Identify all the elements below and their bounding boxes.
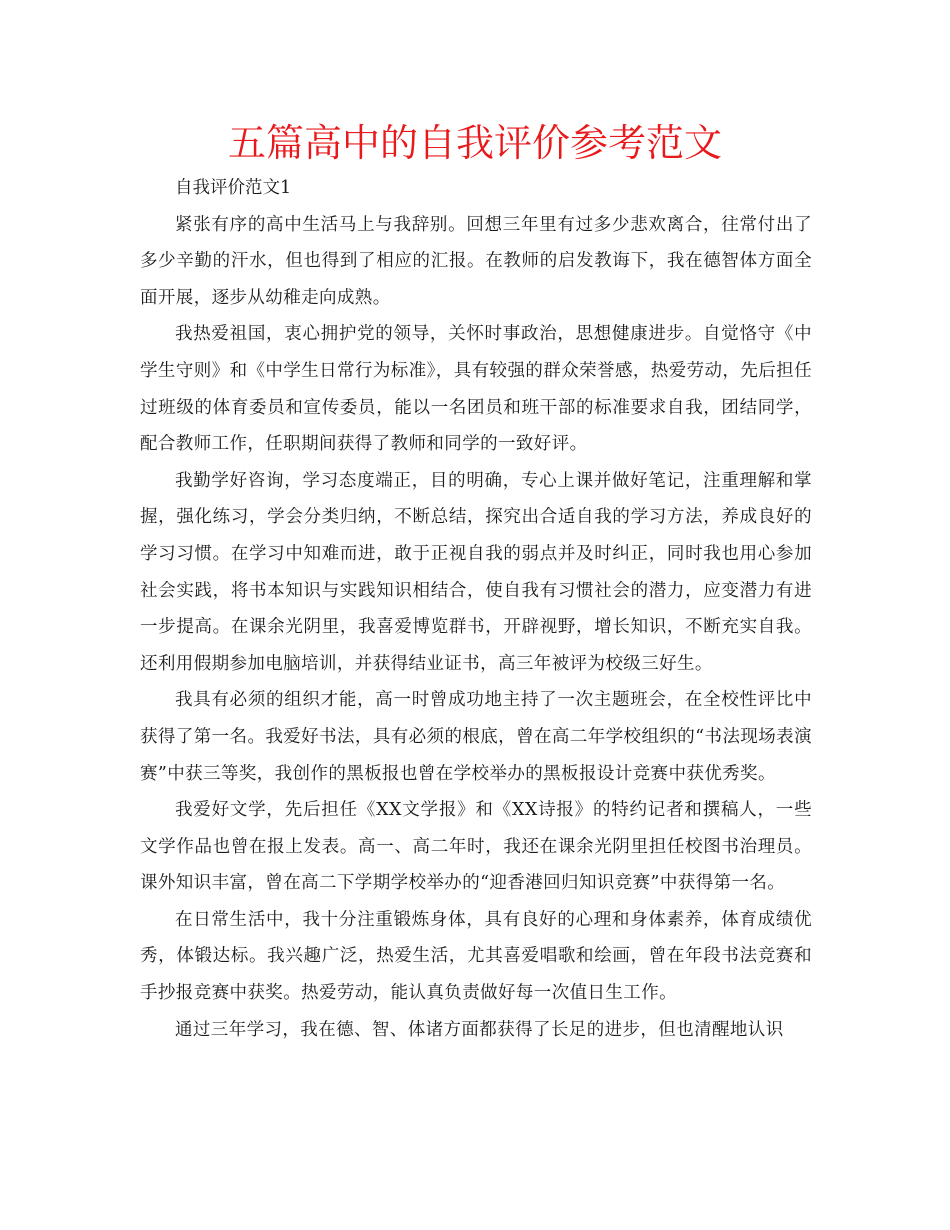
document-title: 五篇高中的自我评价参考范文 — [227, 121, 722, 165]
paragraph: 我热爱祖国，衷心拥护党的领导，关怀时事政治，思想健康进步。自觉恪守《中学生守则》和《中学生日常行为标准》，具有较强的群众荣誉感，热爱劳动，先后担任过班级的体育委员和宣传委员，能以一名团员和班干部的标准要求自我，团结同学，配合教师工作，任职期间获得了教师和同学的一致好评。 — [140, 324, 812, 455]
paragraph: 在日常生活中，我十分注重锻炼身体，具有良好的心理和身体素养，体育成绩优秀，体锻达标。我兴趣广泛，热爱生活，尤其喜爱唱歌和绘画，曾在年段书法竞赛和手抄报竞赛中获奖。热爱劳动，能认真负责做好每一次值日生工作。 — [140, 909, 812, 1004]
document-body — [140, 170, 812, 1048]
paragraph: 紧张有序的高中生活马上与我辞别。回想三年里有过多少悲欢离合，往常付出了多少辛勤的汗水，但也得到了相应的汇报。在教师的启发教诲下，我在德智体方面全面开展，逐步从幼稚走向成熟。 — [140, 214, 812, 308]
paragraph: 通过三年学习，我在德、智、体诸方面都获得了长足的进步，但也清醒地认识 — [175, 1019, 784, 1040]
section-heading: 自我评价范文1 — [175, 178, 292, 198]
paragraph: 我具有必须的组织才能，高一时曾成功地主持了一次主题班会，在全校性评比中获得了第一名。我爱好书法，具有必须的根底，曾在高二年学校组织的“书法现场表演赛”中获三等奖，我创作的黑板报也曾在学校举办的黑板报设计竞赛中获优秀奖。 — [140, 690, 812, 784]
paragraph: 我勤学好咨询，学习态度端正，目的明确，专心上课并做好笔记，注重理解和掌握，强化练习，学会分类归纳，不断总结，探究出合适自我的学习方法，养成良好的学习习惯。在学习中知难而进，敢于正视自我的弱点并及时纠正，同时我也用心参加社会实践，将书本知识与实践知识相结合，使自我有习惯社会的潜力，应变潜力有进一步提高。在课余光阴里，我喜爱博览群书，开辟视野，增长知识，不断充实自我。还利用假期参加电脑培训，并获得结业证书，高三年被评为校级三好生。 — [140, 470, 812, 674]
paragraph: 我爱好文学，先后担任《XX文学报》和《XX诗报》的特约记者和撰稿人，一些文学作品也曾在报上发表。高一、高二年时，我还在课余光阴里担任校图书治理员。课外知识丰富，曾在高二下学期学校举办的“迎香港回归知识竞赛”中获得第一名。 — [140, 800, 812, 894]
